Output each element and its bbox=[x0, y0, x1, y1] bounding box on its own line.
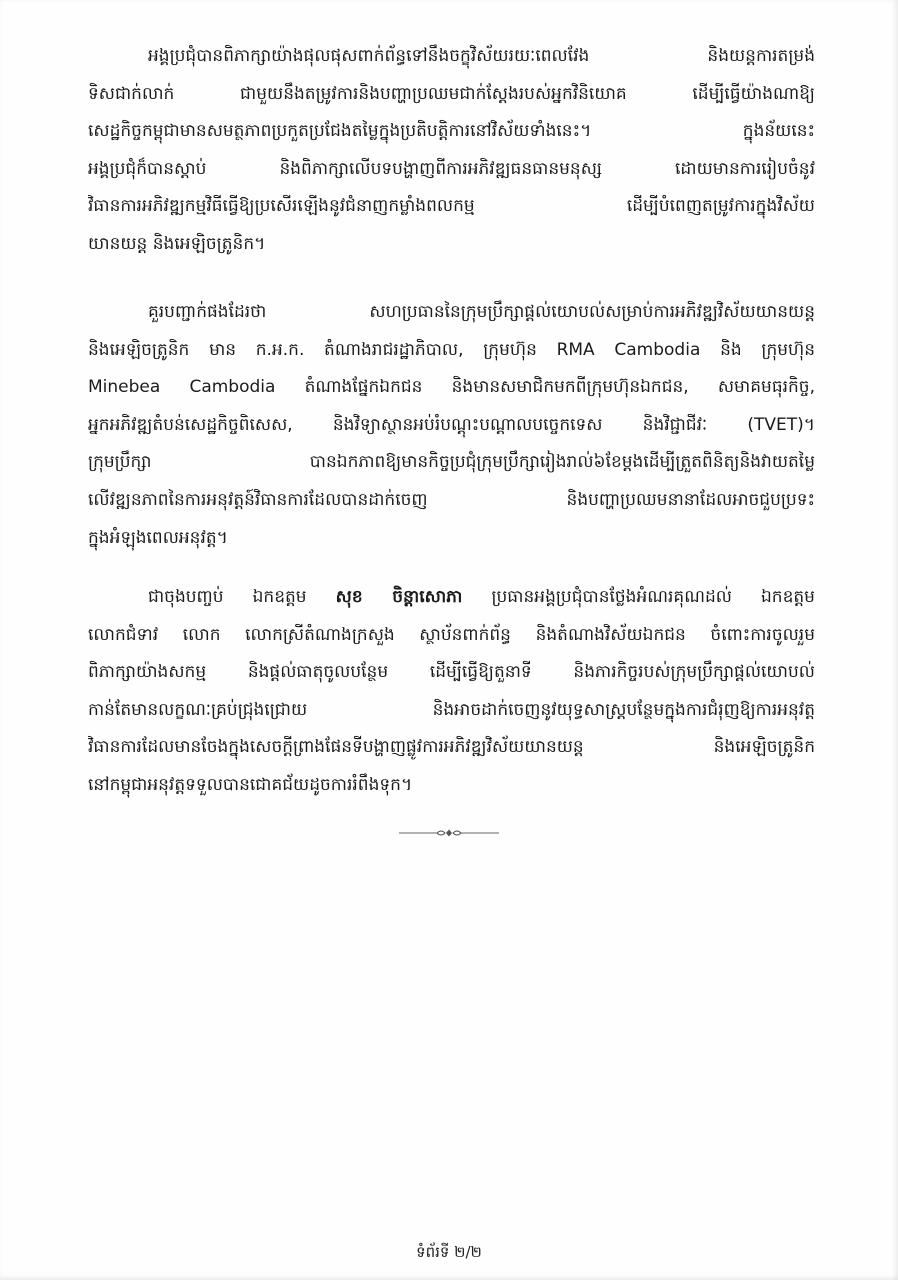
page-number: ទំព័រទី ២/២ bbox=[416, 1243, 482, 1261]
text-line: ក្នុងអំឡុងពេលអនុវត្ត។ bbox=[88, 527, 228, 548]
text-line: អង្គប្រជុំក៏បានស្តាប់ និងពិភាក្សាលើបទបង្ហាញពីការអភិវឌ្ឍធនធានមនុស្ស ដោយមានការរៀបចំនូវ bbox=[88, 158, 815, 179]
text-segment: ប្រធានអង្គប្រជុំបានថ្លែងអំណរគុណដល់ ឯកឧត្តម bbox=[462, 587, 815, 607]
text-line: គួរបញ្ជាក់ផងដែរថា សហប្រធាននៃក្រុមប្រឹក្សាផ្តល់យោបល់សម្រាប់ការអភិវឌ្ឍវិស័យយានយន្ត bbox=[148, 302, 815, 322]
text-line: ទិសជាក់លាក់ ជាមួយនឹងតម្រូវការនិងបញ្ហាប្រឈមជាក់ស្តែងរបស់អ្នកវិនិយោគ ដើម្បីធ្វើយ៉ាងណាឱ្យ bbox=[88, 83, 815, 104]
text-line: លើវឌ្ឍនភាពនៃការអនុវត្តន៍វិធានការដែលបានដាក់ចេញ និងបញ្ហាប្រឈមនានាដែលអាចជួបប្រទះ bbox=[88, 489, 815, 510]
text-line: នៅកម្ពុជាអនុវត្តទទួលបានជោគជ័យដូចការរំពឹងទុក។ bbox=[88, 774, 413, 795]
text-line: លោកជំទាវ លោក លោកស្រីតំណាងក្រសួង ស្ថាប័នពាក់ព័ន្ធ និងតំណាងវិស័យឯកជន ចំពោះការចូលរួម bbox=[88, 624, 815, 645]
text-line: វិធានការដែលមានចែងក្នុងសេចក្តីព្រាងផែនទីបង្ហាញផ្លូវការអភិវឌ្ឍវិស័យយានយន្ត និងអេឡិចត្រូនិក bbox=[88, 737, 815, 758]
text-line: វិធានការអភិវឌ្ឍកម្មវិធីធ្វើឱ្យប្រសើរឡើងនូវជំនាញកម្លាំងពលកម្ម ដើម្បីបំពេញតម្រូវការក្នុងវិស័យ bbox=[88, 196, 815, 217]
paragraph-3 bbox=[88, 579, 815, 805]
text-line: អ្នកអភិវឌ្ឍតំបន់សេដ្ឋកិច្ចពិសេស, និងវិទ្យាស្ថានអប់រំបណ្តុះបណ្តាលបច្ចេកទេស និងវិជ្ជាជីវៈ (TVET)។ bbox=[88, 414, 815, 435]
decorative-divider-ornament-icon bbox=[399, 827, 499, 839]
text-segment: ជាចុងបញ្ចប់ ឯកឧត្តម bbox=[148, 587, 336, 607]
text-line: យានយន្ត និងអេឡិចត្រូនិក។ bbox=[88, 233, 266, 254]
text-line: Minebea Cambodia តំណាងផ្នែកឯកជន និងមានសមាជិកមកពីក្រុមហ៊ុនឯកជន, សមាគមធុរកិច្ច, bbox=[88, 377, 815, 398]
chairperson-name: សុខ ចិន្តាសោភា bbox=[335, 587, 463, 607]
paragraph-2 bbox=[88, 294, 815, 557]
text-line: និងអេឡិចត្រូនិក មាន ក.អ.ក. តំណាងរាជរដ្ឋាភិបាល, ក្រុមហ៊ុន RMA Cambodia និង ក្រុមហ៊ុន bbox=[88, 339, 815, 360]
paragraph-1 bbox=[88, 38, 815, 264]
text-line: អង្គប្រជុំបានពិភាក្សាយ៉ាងផុលផុសពាក់ព័ន្ធទៅនឹងចក្ខុវិស័យរយៈពេលវែង និងយន្តការតម្រង់ bbox=[148, 46, 815, 66]
text-line: កាន់តែមានលក្ខណៈគ្រប់ជ្រុងជ្រោយ និងអាចដាក់ចេញនូវយុទ្ធសាស្ត្របន្ថែមក្នុងការជំរុញឱ្យការអនុវត្ត bbox=[88, 699, 815, 720]
text-line bbox=[88, 579, 815, 617]
text-line: ពិភាក្សាយ៉ាងសកម្ម និងផ្តល់ធាតុចូលបន្ថែម ដើម្បីធ្វើឱ្យតួនាទី និងភារកិច្ចរបស់ក្រុមប្រឹក្សាផ្តល់យោបល់ bbox=[88, 662, 815, 683]
text-line: សេដ្ឋកិច្ចកម្ពុជាមានសមត្ថភាពប្រកួតប្រជែងតម្លៃក្នុងប្រតិបត្តិការនៅវិស័យទាំងនេះ។ ក្នុងន័យនេះ bbox=[88, 121, 815, 142]
text-line: ក្រុមប្រឹក្សា បានឯកភាពឱ្យមានកិច្ចប្រជុំក្រុមប្រឹក្សារៀងរាល់៦ខែម្តងដើម្បីត្រួតពិនិត្យនិងវាយតម្លៃ bbox=[88, 452, 815, 473]
